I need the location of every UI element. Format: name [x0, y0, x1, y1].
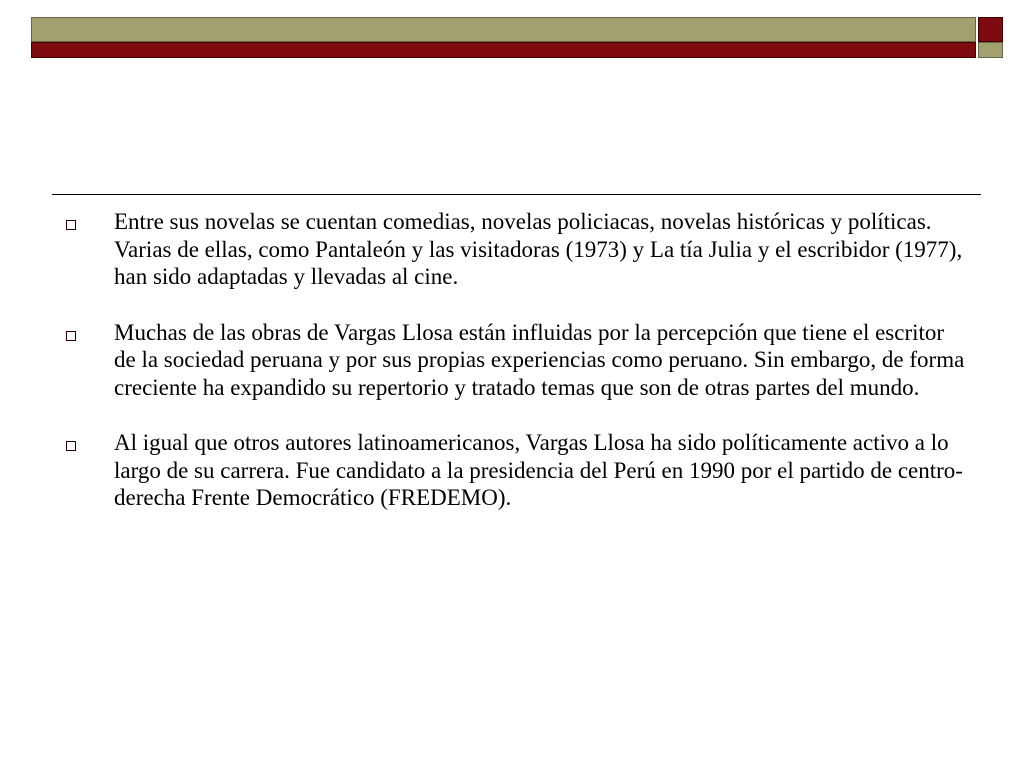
header-decoration-band [0, 0, 1024, 60]
bullet-list [66, 208, 966, 540]
hollow-square-bullet-icon [66, 331, 76, 341]
hollow-square-bullet-icon [66, 220, 76, 230]
header-olive-bar [31, 17, 976, 42]
bullet-item-politics [66, 429, 966, 512]
header-corner-maroon-square [978, 17, 1003, 42]
header-corner-olive-square [978, 42, 1003, 58]
bullet-item-novels [66, 208, 966, 291]
bullet-text: Entre sus novelas se cuentan comedias, novelas policiacas, novelas históricas y políticas. Varias de ellas, como Pantaleón y las visitadoras (1973) y La tía Julia y el escribidor (1977), han sido adaptadas y llevadas al cine. [114, 209, 963, 289]
title-divider-line [52, 194, 981, 195]
bullet-text: Muchas de las obras de Vargas Llosa están influidas por la percepción que tiene el escritor de la sociedad peruana y por sus propias experiencias como peruano. Sin embargo, de forma creciente ha expandido su repertorio y tratado temas que son de otras partes del mundo. [114, 319, 965, 400]
hollow-square-bullet-icon [66, 441, 76, 451]
bullet-text: Al igual que otros autores latinoamericanos, Vargas Llosa ha sido políticamente activo a lo largo de su carrera. Fue candidato a la presidencia del Perú en 1990 por el partido de centro-derecha Frente Democrático (FREDEMO). [114, 430, 963, 510]
bullet-item-influences [66, 319, 966, 402]
header-maroon-bar [31, 42, 976, 58]
